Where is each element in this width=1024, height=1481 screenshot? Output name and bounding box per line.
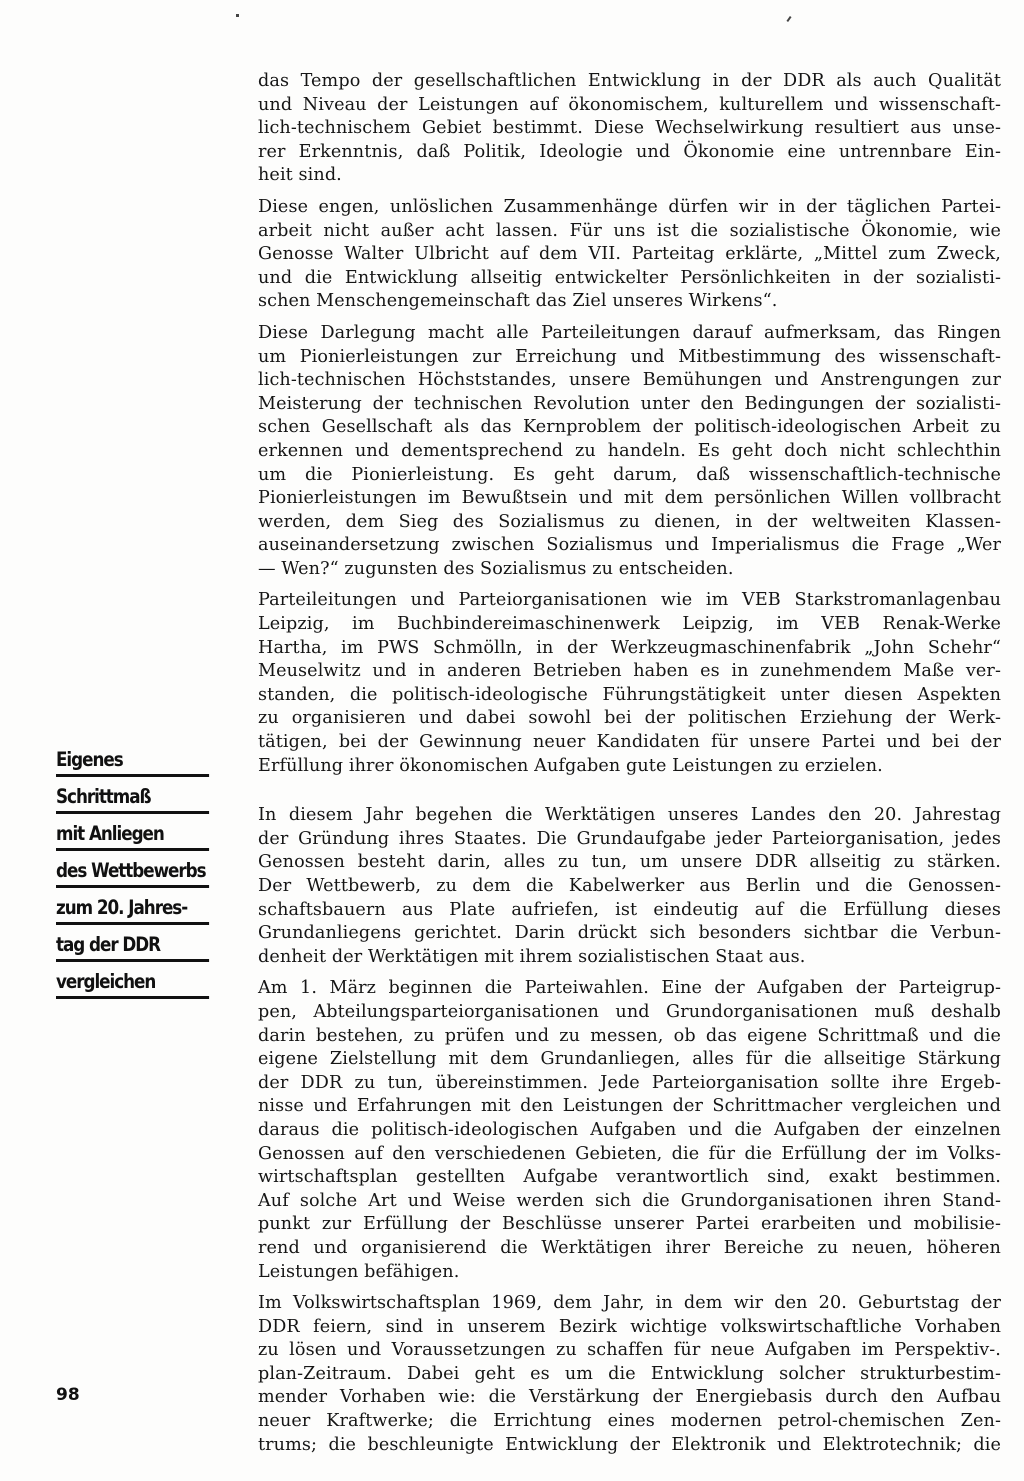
page-number: 98 xyxy=(56,1385,80,1405)
text-line: tätigen, bei der Gewinnung neuer Kandidaten für unsere Partei und bei der xyxy=(258,732,1001,753)
text-line: standen, die politisch-ideologische Führungstätigkeit unter diesen Aspekten xyxy=(258,684,1001,705)
margin-heading-line: tag der DDR xyxy=(56,931,209,962)
text-line: Genossen auf den verschiedenen Gebieten, die für die Erfüllung der im Volks- xyxy=(258,1143,1001,1164)
text-line: trums; die beschleunigte Entwicklung der Elektronik und Elektrotechnik; die xyxy=(258,1434,1001,1455)
text-line: rer Erkenntnis, daß Politik, Ideologie und Ökonomie eine untrennbare Ein- xyxy=(258,141,1001,162)
text-line: der DDR zu tun, übereinstimmen. Jede Parteiorganisation sollte ihre Ergeb- xyxy=(258,1072,1001,1093)
text-line: mender Vorhaben wie: die Verstärkung der Energiebasis durch den Aufbau xyxy=(258,1387,1001,1408)
print-speck xyxy=(786,16,791,22)
text-line: um die Pionierleistung. Es geht darum, daß wissenschaftlich-technische xyxy=(258,464,1001,485)
text-line: das Tempo der gesellschaftlichen Entwicklung in der DDR als auch Qualität xyxy=(258,71,1001,91)
text-line: erkennen und dementsprechend zu handeln. Es geht doch nicht schlechthin xyxy=(258,440,1001,461)
text-line: Leipzig, im Buchbindereimaschinenwerk Leipzig, im VEB Renak-Werke xyxy=(258,614,1001,635)
text-line: schen Gesellschaft als das Kernproblem der politisch-ideologischen Arbeit zu xyxy=(258,417,1001,438)
text-line: Genossen besteht darin, alles zu tun, um unsere DDR allseitig zu stärken. xyxy=(258,852,1001,873)
margin-heading-line: Schrittmaß xyxy=(56,783,209,814)
text-line: nisse und Erfahrungen mit den Leistungen der Schrittmacher vergleichen und xyxy=(258,1096,1001,1117)
text-line: um Pionierleistungen zur Erreichung und Mitbestimmung des wissenschaft- xyxy=(258,346,1001,367)
text-line: Hartha, im PWS Schmölln, in der Werkzeugmaschinenfabrik „John Schehr“ xyxy=(258,637,1001,658)
text-line: denheit der Werktätigen mit ihrem sozialistischen Staat aus. xyxy=(258,946,806,967)
text-line: Auf solche Art und Weise werden sich die Grundorganisationen ihren Stand- xyxy=(258,1190,1001,1211)
margin-heading-line: Eigenes xyxy=(56,746,209,777)
text-line: Grundanliegens gerichtet. Darin drückt sich besonders sichtbar die Verbun- xyxy=(258,923,1001,944)
text-line: Leistungen befähigen. xyxy=(258,1261,460,1282)
text-line: Meisterung der technischen Revolution unter den Bedingungen der sozialisti- xyxy=(258,393,1001,414)
text-line: Genosse Walter Ulbricht auf dem VII. Parteitag erklärte, „Mittel zum Zweck, xyxy=(258,244,1001,265)
paragraph-2 xyxy=(258,196,1001,314)
text-line: pen, Abteilungsparteiorganisationen und Grundorganisationen muß deshalb xyxy=(258,1001,1001,1022)
margin-heading-line: zum 20. Jahres- xyxy=(56,894,209,925)
text-line: rend und organisierend die Werktätigen ihrer Bereiche zu neuen, höheren xyxy=(258,1237,1001,1258)
text-line: Im Volkswirtschaftsplan 1969, dem Jahr, in dem wir den 20. Geburtstag der xyxy=(258,1293,1001,1314)
text-line: zu organisieren und dabei sowohl bei der politischen Erziehung der Werk- xyxy=(258,708,1001,729)
text-line: darin bestehen, zu prüfen und zu messen, ob das eigene Schrittmaß und die xyxy=(258,1025,1001,1046)
print-speck xyxy=(236,14,239,17)
text-line: — Wen?“ zugunsten des Sozialismus zu entscheiden. xyxy=(258,558,734,579)
text-line: lich-technischem Gebiet bestimmt. Diese Wechselwirkung resultiert aus unse- xyxy=(258,118,1001,139)
text-line: Diese Darlegung macht alle Parteileitungen darauf aufmerksam, das Ringen xyxy=(258,322,1001,343)
margin-heading-line: mit Anliegen xyxy=(56,820,209,851)
text-line: auseinandersetzung zwischen Sozialismus und Imperialismus die Frage „Wer xyxy=(258,535,1001,556)
text-line: daraus die politisch-ideologischen Aufgaben und die Aufgaben der einzelnen xyxy=(258,1119,1001,1140)
text-line: DDR feiern, sind in unserem Bezirk wichtige volkswirtschaftliche Vorhaben xyxy=(258,1316,1001,1337)
text-line: plan-Zeitraum. Dabei geht es um die Entwicklung solcher strukturbestim- xyxy=(258,1363,1001,1384)
paragraph-4 xyxy=(258,589,1001,778)
text-line: punkt zur Erfüllung der Beschlüsse unserer Partei erarbeiten und mobilisie- xyxy=(258,1214,1001,1235)
text-line: Pionierleistungen im Bewußtsein und mit dem persönlichen Willen vollbracht xyxy=(258,488,1001,509)
text-line: schen Menschengemeinschaft das Ziel unseres Wirkens“. xyxy=(258,291,778,312)
margin-heading-line: vergleichen xyxy=(56,968,209,999)
text-line: der Gründung ihres Staates. Die Grundaufgabe jeder Parteiorganisation, jedes xyxy=(258,828,1001,849)
paragraph-7 xyxy=(258,1292,1001,1457)
paragraph-5 xyxy=(258,804,1001,969)
text-line: zu lösen und Voraussetzungen zu schaffen für neue Aufgaben im Perspektiv-. xyxy=(258,1340,1001,1361)
text-line: und Niveau der Leistungen auf ökonomischem, kulturellem und wissenschaft- xyxy=(258,94,1001,115)
paragraph-3 xyxy=(258,322,1001,582)
text-line: heit sind. xyxy=(258,165,342,186)
text-line: eigene Zielstellung mit dem Grundanliegen, alles für die allseitige Stärkung xyxy=(258,1049,1001,1070)
text-line: Der Wettbewerb, zu dem die Kabelwerker aus Berlin und die Genossen- xyxy=(258,876,1001,896)
text-line: schaftsbauern aus Plate aufriefen, ist eindeutig auf die Erfüllung dieses xyxy=(258,899,1001,920)
margin-heading xyxy=(56,746,234,1005)
text-line: werden, dem Sieg des Sozialismus zu dienen, in der weltweiten Klassen- xyxy=(258,511,1001,532)
paragraph-1 xyxy=(258,70,1001,188)
text-line: und die Entwicklung allseitig entwickelter Persönlichkeiten in der sozialisti- xyxy=(258,267,1001,288)
margin-heading-line: des Wettbewerbs xyxy=(56,857,209,888)
text-line: wirtschaftsplan gestellten Aufgabe verantwortlich sind, exakt bestimmen. xyxy=(258,1167,1001,1188)
text-line: arbeit nicht außer acht lassen. Für uns ist die sozialistische Ökonomie, wie xyxy=(258,220,1001,241)
text-line: Am 1. März beginnen die Parteiwahlen. Eine der Aufgaben der Parteigrup- xyxy=(258,978,1001,999)
text-line: Erfüllung ihrer ökonomischen Aufgaben gute Leistungen zu erzielen. xyxy=(258,755,883,776)
text-line: lich-technischen Höchststandes, unsere Bemühungen und Anstrengungen zur xyxy=(258,370,1001,391)
main-text-column xyxy=(258,70,1001,1465)
text-line: neuer Kraftwerke; die Errichtung eines modernen petrol-chemischen Zen- xyxy=(258,1411,1001,1432)
text-line: Diese engen, unlöslichen Zusammenhänge dürfen wir in der täglichen Partei- xyxy=(258,196,1001,217)
text-line: In diesem Jahr begehen die Werktätigen unseres Landes den 20. Jahrestag xyxy=(258,805,1001,826)
text-line: Parteileitungen und Parteiorganisationen wie im VEB Starkstromanlagenbau xyxy=(258,590,1001,611)
paragraph-6 xyxy=(258,977,1001,1284)
text-line: Meuselwitz und in anderen Betrieben haben es in zunehmendem Maße ver- xyxy=(258,661,1001,682)
